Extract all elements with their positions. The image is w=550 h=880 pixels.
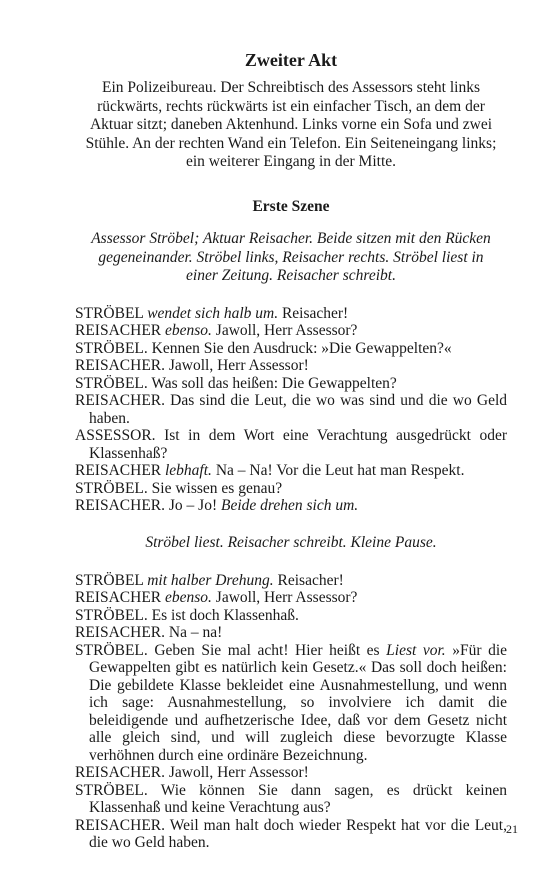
pause-stage-direction: Ströbel liest. Reisacher schreibt. Kleine Pause.	[145, 533, 437, 551]
speaker-name: STRÖBEL.	[75, 479, 148, 497]
dialogue-line	[75, 357, 507, 375]
dialogue-line	[75, 497, 507, 515]
speaker-name: REISACHER	[75, 322, 162, 339]
spoken-text: Wie können Sie dann sagen, es drückt keinen Klassenhaß und keine Verachtung aus?	[89, 781, 507, 816]
dialogue-line	[75, 322, 507, 340]
dialogue-block-2	[75, 572, 507, 852]
stage-direction: ebenso.	[165, 589, 212, 606]
speaker-name: STRÖBEL.	[75, 374, 148, 392]
speaker-name: REISACHER.	[75, 624, 165, 641]
speaker-name: STRÖBEL.	[75, 606, 148, 624]
speaker-name: STRÖBEL	[75, 304, 144, 322]
spoken-text: Was soll das heißen: Die Gewappelten?	[151, 374, 397, 392]
dialogue-line	[75, 340, 507, 358]
dialogue-line	[75, 480, 507, 498]
spoken-text: Jawoll, Herr Assessor?	[215, 589, 358, 606]
spoken-text: Reisacher!	[281, 304, 349, 322]
speaker-name: STRÖBEL	[75, 571, 144, 589]
dialogue-line	[75, 764, 507, 782]
stage-direction: mit halber Drehung.	[147, 571, 274, 589]
speaker-name: STRÖBEL.	[75, 781, 148, 799]
dialogue-line	[75, 375, 507, 393]
spoken-text: Na – na!	[168, 624, 223, 641]
spoken-text: Jawoll, Herr Assessor?	[215, 322, 358, 339]
dialogue-line	[75, 624, 507, 642]
speaker-name: REISACHER.	[75, 764, 165, 781]
speaker-name: REISACHER.	[75, 392, 165, 409]
speaker-name: REISACHER.	[75, 357, 165, 374]
dialogue-line	[75, 427, 507, 462]
speaker-name: REISACHER.	[75, 816, 165, 834]
speaker-name: STRÖBEL.	[75, 641, 148, 659]
page-content	[75, 49, 507, 852]
spoken-text: Ist in dem Wort eine Verachtung ausgedrückt oder Klassenhaß?	[89, 427, 507, 462]
stage-direction: Beide drehen sich um.	[220, 497, 359, 514]
speaker-name: STRÖBEL.	[75, 339, 148, 357]
spoken-text: Es ist doch Klassenhaß.	[151, 606, 299, 624]
spoken-text: Jawoll, Herr Assessor!	[168, 357, 309, 374]
page-number: 21	[506, 822, 518, 836]
stage-direction: ebenso.	[165, 322, 212, 339]
dialogue-line	[75, 589, 507, 607]
dialogue-line	[75, 782, 507, 817]
spoken-text: Jawoll, Herr Assessor!	[168, 764, 309, 781]
dialogue-line	[75, 572, 507, 590]
stage-direction: wendet sich halb um.	[147, 304, 279, 322]
spoken-text: Das sind die Leut, die wo was sind und die wo Geld haben.	[89, 392, 508, 427]
spoken-text: Kennen Sie den Ausdruck: »Die Gewappelten?«	[151, 339, 452, 357]
speaker-name: REISACHER	[75, 462, 162, 479]
stage-direction: lebhaft.	[165, 462, 212, 479]
setting-description: Ein Polizeibureau. Der Schreibtisch des Assessors steht links rückwärts, rechts rückwärts ist ein einfacher Tisch, an dem der Aktuar sitzt; daneben Aktenhund. Links vorne ein Sofa und zwei Stühle. An der rechten Wand ein Telefon. Ein Seiteneingang links; ein weiterer Eingang in der Mitte.	[85, 79, 497, 170]
spoken-text: Sie wissen es genau?	[151, 479, 283, 497]
spoken-text: Jo – Jo!	[168, 497, 218, 514]
dialogue-block-1	[75, 305, 507, 515]
dialogue-line	[75, 305, 507, 323]
spoken-text: Reisacher!	[277, 571, 344, 589]
scene-stage-direction: Assessor Ströbel; Aktuar Reisacher. Beide sitzen mit den Rücken gegeneinander. Ströbel links, Reisacher rechts. Ströbel liest in einer Zeitung. Reisacher schreibt.	[91, 230, 491, 284]
speaker-name: REISACHER	[75, 589, 162, 606]
dialogue-line	[75, 817, 507, 852]
dialogue-line	[75, 462, 507, 480]
dialogue-line	[75, 392, 507, 427]
dialogue-line	[75, 642, 507, 765]
act-title: Zweiter Akt	[244, 50, 338, 70]
scene-title: Erste Szene	[252, 197, 330, 215]
speaker-name: ASSESSOR.	[75, 427, 156, 444]
dialogue-line	[75, 607, 507, 625]
quoted-text: »Für die Gewappelten gibt es natürlich kein Gesetz.« Das soll doch heißen: Die gebildete Klasse bekleidet eine Ausnahmestellung, und wenn ich sage: Ausnahmestellung, so involviere ich damit die beleidigende und aufhetzerische Idee, daß vor dem Gesetz nicht alle gleich sind, und will zugleich diese bevorzugte Klasse verhöhnen durch eine ordinäre Bezeichnung.	[89, 641, 508, 764]
spoken-text: Geben Sie mal acht! Hier heißt es	[154, 641, 380, 659]
stage-direction: Liest vor.	[386, 641, 446, 659]
spoken-text: Na – Na! Vor die Leut hat man Respekt.	[215, 462, 465, 479]
speaker-name: REISACHER.	[75, 497, 165, 514]
spoken-text: Weil man halt doch wieder Respekt hat vor die Leut, die wo Geld haben.	[89, 816, 507, 851]
